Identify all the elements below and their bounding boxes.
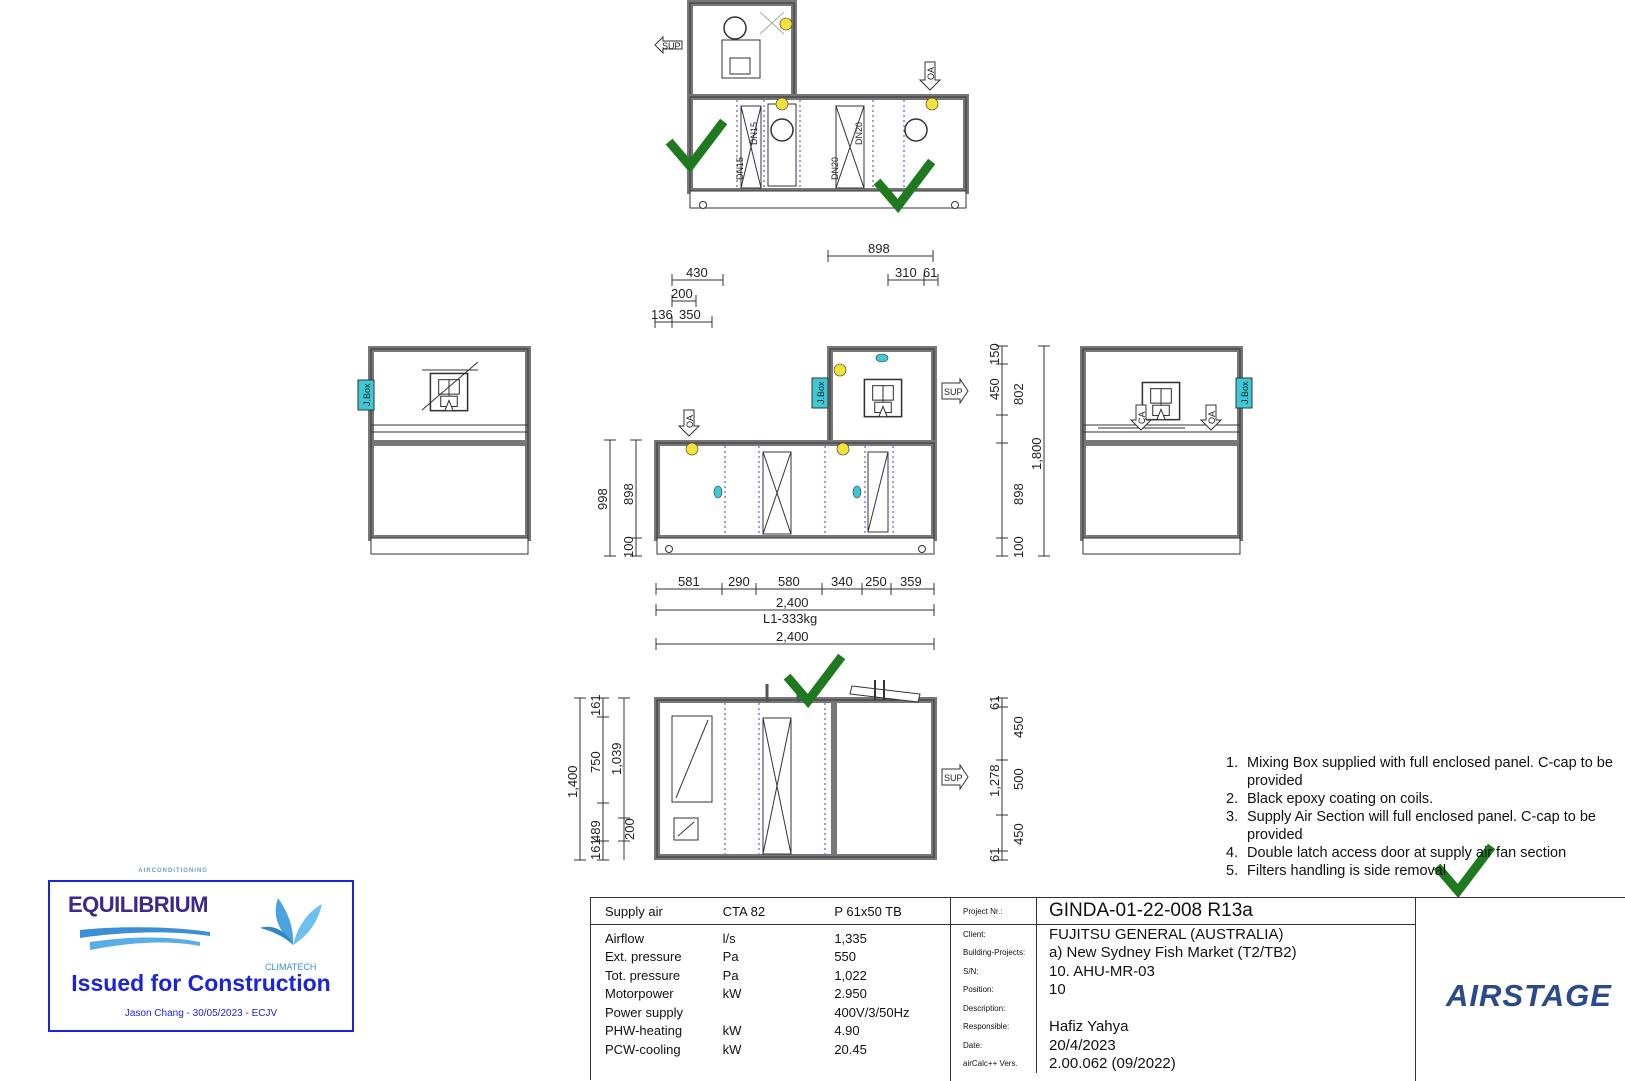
top-dn20-b: DN20 (854, 121, 864, 145)
right-ca-tag: CA (1137, 411, 1147, 424)
right-side-view (1083, 349, 1252, 554)
note-item: 1. Mixing Box supplied with full enclosed panel. C-cap to be provided (1226, 755, 1613, 789)
spec-row: Power supply 400V/3/50Hz (605, 1004, 910, 1020)
notes-list (1226, 754, 1625, 880)
dim-340: 340 (831, 574, 853, 589)
dim-500: 500 (1011, 768, 1026, 790)
dim-450-a: 450 (987, 378, 1002, 400)
front-sup-tag: SUP (944, 387, 963, 397)
project-row: S/N: 10. AHU-MR-03 (951, 962, 1415, 981)
dim-450-b: 450 (1011, 716, 1026, 738)
dim-898-b: 898 (1011, 483, 1026, 505)
dim-998: 998 (595, 488, 610, 510)
left-jbox-tag: J.Box (362, 383, 372, 406)
stamp-status: Issued for Construction (71, 970, 331, 996)
equilibrium-logo-text: EQUILIBRIUM (68, 892, 208, 917)
dim-161-a: 161 (588, 694, 603, 716)
dim-150: 150 (987, 343, 1002, 365)
dim-200-b: 200 (622, 818, 637, 840)
top-dn15-a: DN15 (735, 156, 745, 180)
bottom-sup-tag: SUP (944, 773, 963, 783)
spec-table (591, 898, 951, 1081)
project-row: Responsible: Hafiz Yahya (951, 1018, 1415, 1037)
note-item: 5. Filters handling is side removal (1226, 863, 1447, 879)
spec-row: Ext. pressure Pa 550 (605, 949, 857, 965)
dim-2400-b: 2,400 (776, 629, 809, 644)
title-block (590, 897, 1625, 1080)
dim-2400-a: 2,400 (776, 595, 809, 610)
project-row: Building-Projects: a) New Sydney Fish Market (T2/TB2) (951, 944, 1415, 963)
dim-290: 290 (728, 574, 750, 589)
spec-row: PCW-cooling kW 20.45 (605, 1041, 867, 1057)
bottom-view (657, 680, 968, 857)
top-dn20-a: DN20 (830, 156, 840, 180)
front-jbox-tag: J.Box (816, 381, 826, 404)
dim-581: 581 (678, 574, 700, 589)
spec-row: Motorpower kW 2.950 (605, 986, 867, 1002)
dim-weight: L1-333kg (763, 611, 818, 626)
dim-450-c: 450 (1011, 823, 1026, 845)
dim-250: 250 (865, 574, 887, 589)
dim-100-b: 100 (1011, 536, 1026, 558)
spec-row: Airflow l/s 1,335 (605, 930, 867, 946)
dim-61-top: 61 (923, 265, 938, 280)
project-row: airCalc++ Vers. 2.00.062 (09/2022) (951, 1055, 1415, 1074)
dim-100-a: 100 (621, 536, 636, 558)
project-row: Client: FUJITSU GENERAL (AUSTRALIA) (951, 925, 1415, 944)
airstage-logo: AIRSTAGE (1446, 978, 1612, 1013)
front-oa-tag: OA (685, 414, 695, 428)
dim-61-b: 61 (987, 847, 1002, 862)
climatech-leaf-icon (258, 890, 328, 950)
dim-1400: 1,400 (565, 765, 580, 798)
dim-61-a: 61 (987, 695, 1002, 710)
dim-898-a: 898 (621, 483, 636, 505)
climatech-logo-text: CLIMATECH (265, 962, 317, 972)
dim-430: 430 (686, 265, 708, 280)
right-oa-tag: OA (1207, 410, 1217, 424)
top-sup-tag: SUP (662, 41, 681, 51)
project-table (951, 898, 1416, 1081)
spec-header: Supply air CTA 82 P 61x50 TB (591, 898, 950, 925)
project-row: Position: 10 (951, 981, 1415, 1000)
right-jbox-tag: J.Box (1240, 381, 1250, 404)
note-item: 4. Double latch access door at supply air fan section (1226, 845, 1567, 861)
stamp-signed: Jason Chang - 30/05/2023 - ECJV (124, 1008, 278, 1019)
spec-row: Tot. pressure Pa 1,022 (605, 967, 867, 983)
brand-panel (1416, 898, 1625, 1081)
top-oa-tag: OA (926, 66, 936, 80)
dim-1278: 1,278 (987, 764, 1002, 797)
front-view (657, 349, 968, 554)
equilibrium-logo-small: AIRCONDITIONING (138, 868, 208, 874)
dim-161-b: 161 (588, 838, 603, 860)
dim-1800: 1,800 (1029, 437, 1044, 470)
equilibrium-swoosh-icon (80, 922, 210, 952)
project-row: Description: (951, 999, 1415, 1018)
dim-580: 580 (778, 574, 800, 589)
dim-898-top: 898 (868, 241, 890, 256)
dim-359: 359 (900, 574, 922, 589)
dim-1039: 1,039 (609, 742, 624, 775)
project-number: GINDA-01-22-008 R13a (1049, 900, 1253, 921)
top-dn15-b: DN15 (749, 121, 759, 145)
project-row: Date: 20/4/2023 (951, 1036, 1415, 1055)
project-number-row: Project Nr.: GINDA-01-22-008 R13a (951, 898, 1415, 925)
dim-310: 310 (895, 265, 917, 280)
spec-row: PHW-heating kW 4.90 (605, 1023, 860, 1039)
construction-stamp (48, 868, 354, 1032)
check-icon (790, 660, 839, 701)
equilibrium-logo (68, 868, 208, 918)
dim-489: 489 (588, 820, 603, 842)
left-side-view (358, 349, 528, 554)
dim-802: 802 (1011, 383, 1026, 405)
dim-200-top: 200 (671, 286, 693, 301)
note-item: 2. Black epoxy coating on coils. (1226, 791, 1434, 807)
dim-750: 750 (588, 751, 603, 773)
note-item: 3. Supply Air Section will full enclosed panel. C-cap to be provided (1226, 809, 1596, 843)
dim-136: 136 (651, 307, 673, 322)
dim-350: 350 (679, 307, 701, 322)
